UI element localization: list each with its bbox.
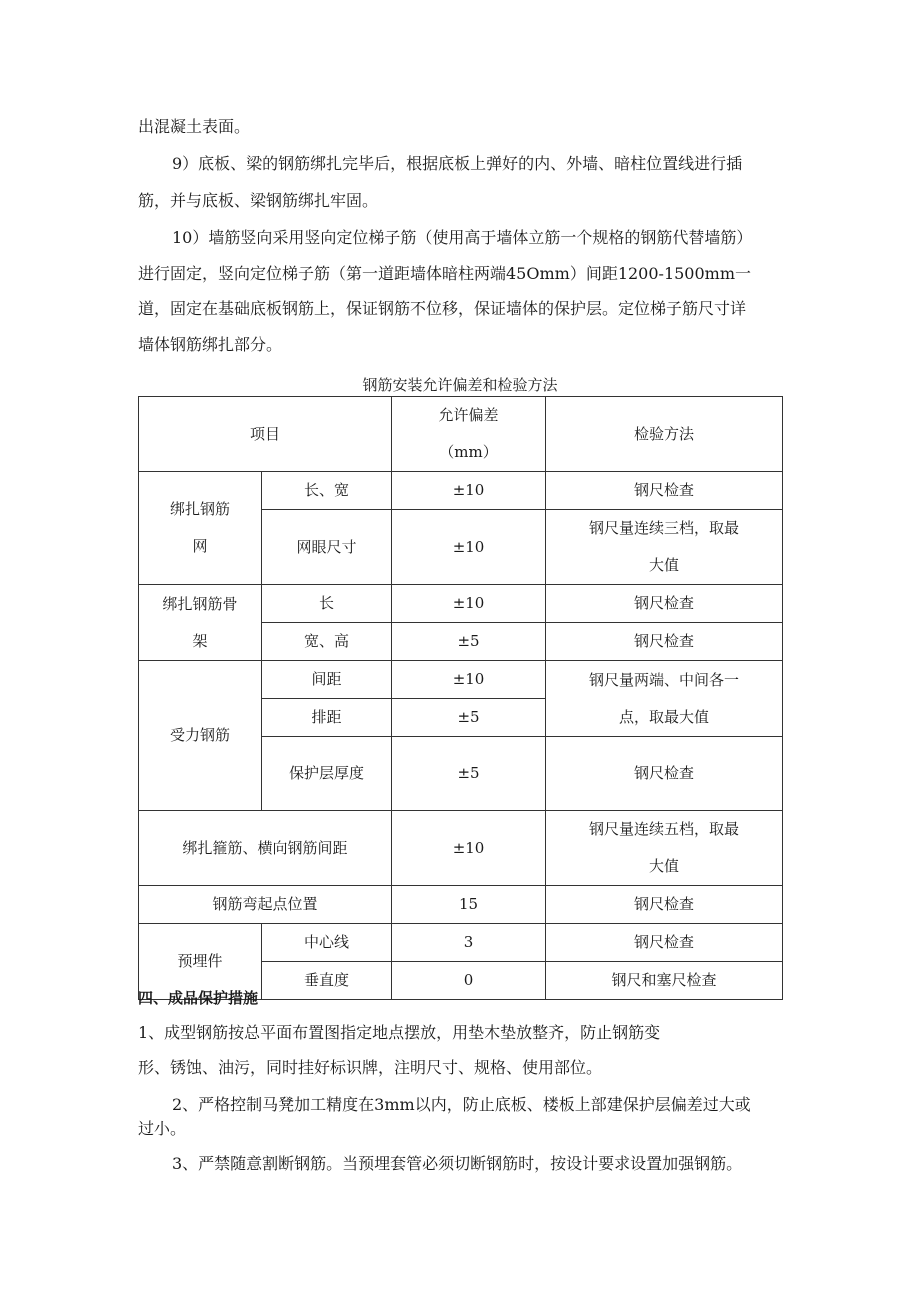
cell-dev: ±5 [392, 623, 546, 661]
cell-sub: 宽、高 [262, 623, 392, 661]
paragraph-continuation: 出混凝土表面。 [138, 117, 251, 136]
cell-item: 绑扎箍筋、横向钢筋间距 [139, 811, 392, 886]
group-embedded: 预埋件 [139, 924, 262, 1000]
cell-sub: 保护层厚度 [262, 737, 392, 811]
table-row [139, 886, 783, 924]
header-item: 项目 [139, 397, 392, 472]
cell-method: 钢尺检查 [546, 924, 783, 962]
cell-sub: 排距 [262, 699, 392, 737]
item-1-line-2: 形、锈蚀、油污，同时挂好标识牌，注明尺寸、规格、使用部位。 [138, 1058, 603, 1077]
cell-method: 钢尺量两端、中间各一 点，取最大值 [546, 661, 783, 737]
paragraph-10-line-2: 进行固定，竖向定位梯子筋（第一道距墙体暗柱两端45Omm）间距1200-1500mm一 [138, 264, 752, 283]
cell-sub: 长、宽 [262, 472, 392, 510]
cell-dev: ±10 [392, 510, 546, 585]
cell-dev: 3 [392, 924, 546, 962]
cell-sub: 间距 [262, 661, 392, 699]
paragraph-9-line-2: 筋，并与底板、梁钢筋绑扎牢固。 [138, 191, 379, 210]
item-3-line-1: 3、严禁随意割断钢筋。当预埋套管必须切断钢筋时，按设计要求设置加强钢筋。 [172, 1154, 743, 1173]
cell-dev: 15 [392, 886, 546, 924]
paragraph-10-line-3: 道，固定在基础底板钢筋上，保证钢筋不位移，保证墙体的保护层。定位梯子筋尺寸详 [138, 299, 747, 318]
cell-method: 钢尺检查 [546, 472, 783, 510]
table-row [139, 811, 783, 886]
group-stressed: 受力钢筋 [139, 661, 262, 811]
cell-dev: 0 [392, 962, 546, 1000]
cell-sub: 网眼尺寸 [262, 510, 392, 585]
cell-method: 钢尺量连续三档，取最 大值 [546, 510, 783, 585]
item-2-line-2: 过小。 [138, 1119, 187, 1138]
paragraph-10-line-4: 墙体钢筋绑扎部分。 [138, 335, 283, 354]
cell-sub: 中心线 [262, 924, 392, 962]
cell-method: 钢尺检查 [546, 585, 783, 623]
table-row [139, 472, 783, 510]
table-row [139, 924, 783, 962]
cell-dev: ±5 [392, 699, 546, 737]
cell-dev: ±10 [392, 811, 546, 886]
cell-sub: 长 [262, 585, 392, 623]
cell-dev: ±10 [392, 661, 546, 699]
cell-method: 钢尺检查 [546, 737, 783, 811]
group-mesh: 绑扎钢筋 网 [139, 472, 262, 585]
cell-method: 钢尺和塞尺检查 [546, 962, 783, 1000]
section-heading: 四、成品保护措施 [138, 989, 259, 1007]
cell-method: 钢尺检查 [546, 623, 783, 661]
cell-sub: 垂直度 [262, 962, 392, 1000]
header-method: 检验方法 [546, 397, 783, 472]
item-1-line-1: 1、成型钢筋按总平面布置图指定地点摆放，用垫木垫放整齐，防止钢筋变 [138, 1023, 661, 1042]
tolerance-table [138, 396, 783, 1000]
table-row [139, 661, 783, 699]
cell-method: 钢尺量连续五档，取最 大值 [546, 811, 783, 886]
table-row [139, 585, 783, 623]
group-skeleton: 绑扎钢筋骨 架 [139, 585, 262, 661]
header-deviation: 允许偏差 （mm） [392, 397, 546, 472]
table-title: 钢筋安装允许偏差和检验方法 [362, 376, 558, 394]
cell-method: 钢尺检查 [546, 886, 783, 924]
cell-dev: ±10 [392, 585, 546, 623]
paragraph-10-line-1: 10）墙筋竖向采用竖向定位梯子筋（使用高于墙体立筋一个规格的钢筋代替墙筋） [172, 228, 753, 247]
item-2-line-1: 2、严格控制马凳加工精度在3mm以内，防止底板、楼板上部建保护层偏差过大或 [172, 1095, 751, 1114]
paragraph-9-line-1: 9）底板、梁的钢筋绑扎完毕后，根据底板上弹好的内、外墙、暗柱位置线进行插 [172, 154, 743, 173]
cell-item: 钢筋弯起点位置 [139, 886, 392, 924]
table-header-row [139, 397, 783, 472]
cell-dev: ±10 [392, 472, 546, 510]
cell-dev: ±5 [392, 737, 546, 811]
